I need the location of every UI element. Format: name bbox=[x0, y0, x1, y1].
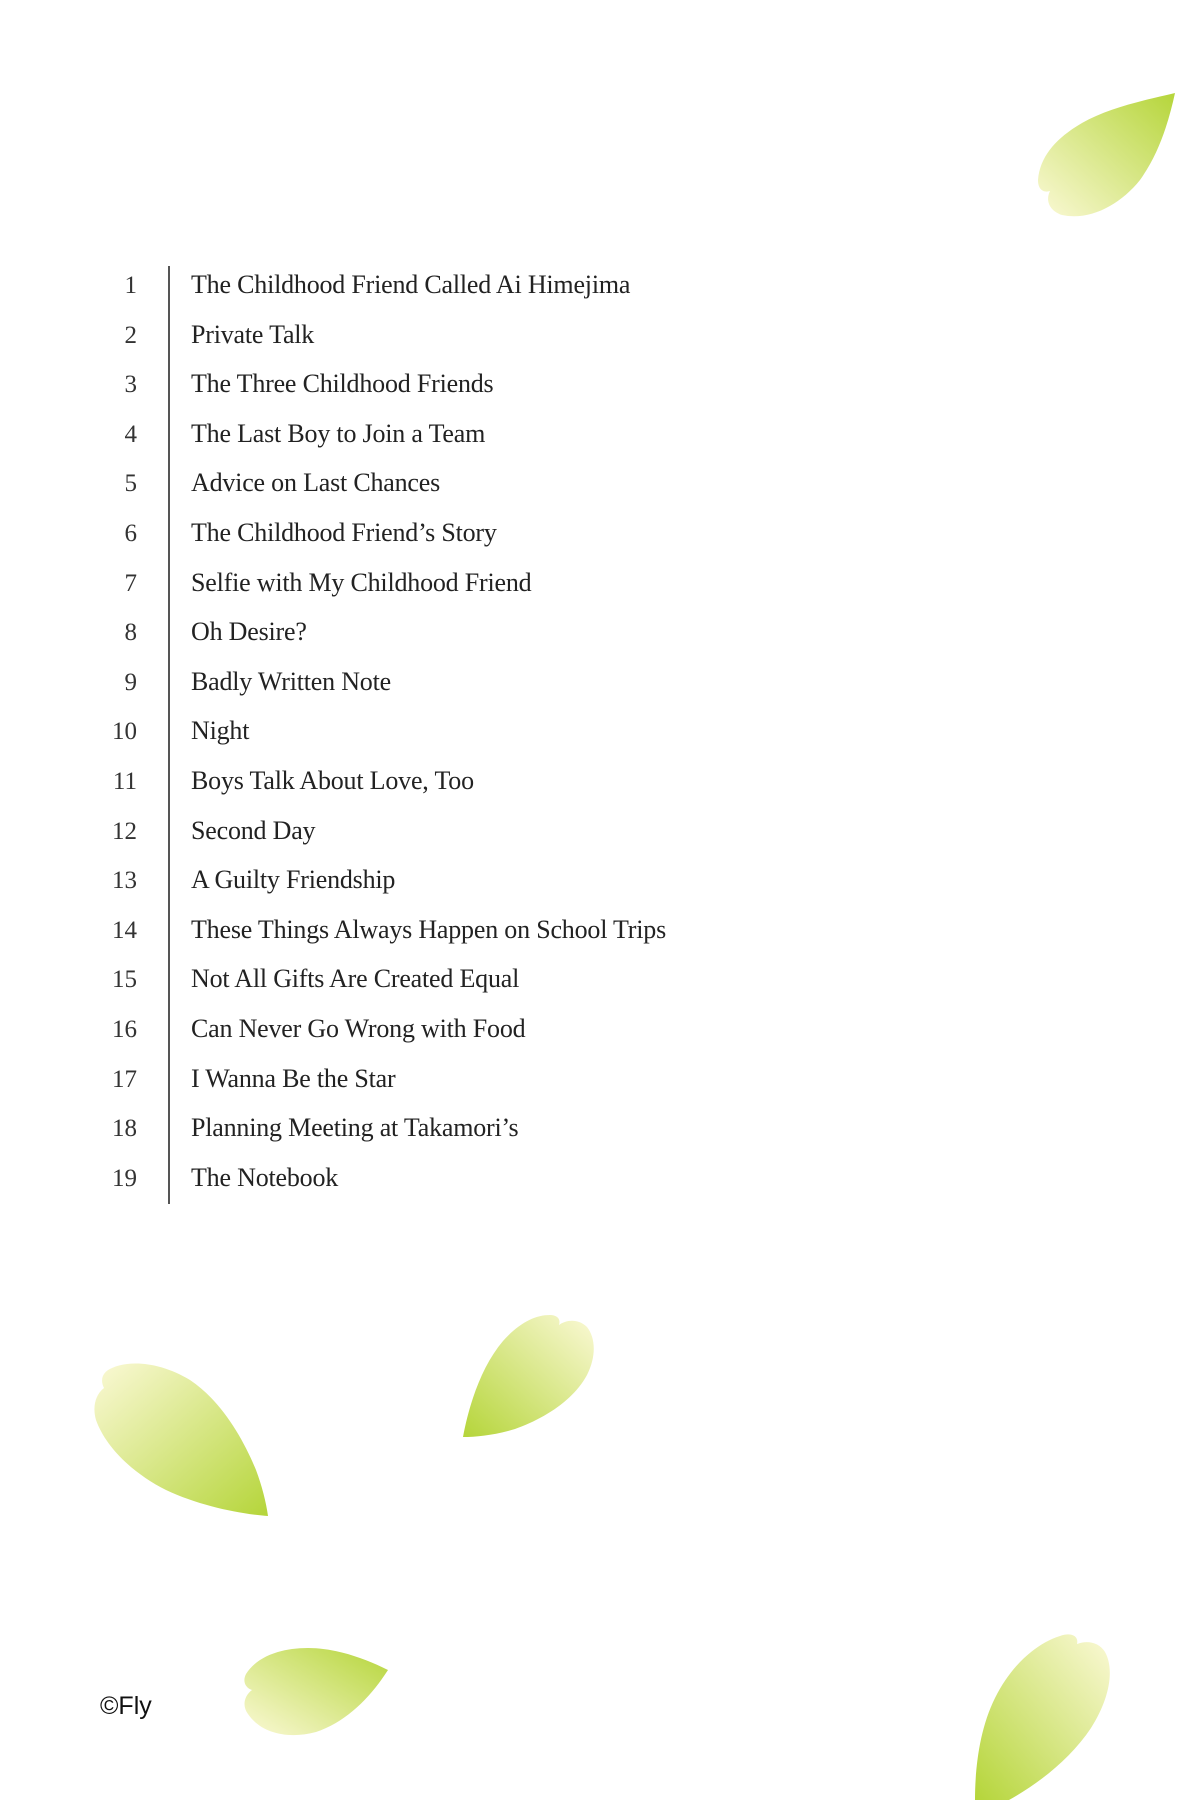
toc-entry[interactable] bbox=[95, 806, 795, 856]
toc-entry[interactable] bbox=[95, 558, 795, 608]
chapter-title[interactable]: The Last Boy to Join a Team bbox=[191, 418, 486, 448]
toc-entry[interactable] bbox=[95, 855, 795, 905]
chapter-title[interactable]: Boys Talk About Love, Too bbox=[191, 765, 474, 795]
toc-entry[interactable] bbox=[95, 756, 795, 806]
chapter-title[interactable]: Can Never Go Wrong with Food bbox=[191, 1013, 526, 1043]
toc-entry[interactable] bbox=[95, 954, 795, 1004]
toc-entry[interactable] bbox=[95, 905, 795, 955]
chapter-number: 18 bbox=[112, 1115, 137, 1143]
chapter-number: 5 bbox=[124, 470, 137, 498]
petal-icon bbox=[965, 1630, 1125, 1800]
toc-entry[interactable] bbox=[95, 706, 795, 756]
chapter-number: 3 bbox=[124, 371, 137, 399]
toc-entry[interactable] bbox=[95, 508, 795, 558]
chapter-title[interactable]: Not All Gifts Are Created Equal bbox=[191, 964, 520, 994]
credit-text: ©Fly bbox=[100, 1692, 152, 1720]
chapter-number: 13 bbox=[112, 867, 137, 895]
chapter-number: 1 bbox=[124, 272, 137, 299]
chapter-title[interactable]: Oh Desire? bbox=[191, 617, 307, 647]
chapter-title[interactable]: Second Day bbox=[191, 815, 316, 845]
toc-entry[interactable] bbox=[95, 359, 795, 409]
petal-icon bbox=[455, 1305, 605, 1440]
toc-list bbox=[95, 260, 795, 1202]
chapter-title[interactable]: Badly Written Note bbox=[191, 666, 391, 696]
chapter-title[interactable]: The Three Childhood Friends bbox=[191, 369, 494, 399]
chapter-number: 19 bbox=[112, 1164, 137, 1192]
petal-icon bbox=[90, 1350, 275, 1520]
chapter-title[interactable]: The Childhood Friend’s Story bbox=[191, 517, 497, 547]
chapter-number: 2 bbox=[124, 321, 137, 349]
chapter-title[interactable]: These Things Always Happen on School Trips bbox=[191, 914, 667, 944]
chapter-title[interactable]: Selfie with My Childhood Friend bbox=[191, 567, 532, 597]
chapter-number: 6 bbox=[124, 519, 137, 547]
chapter-title[interactable]: Advice on Last Chances bbox=[191, 468, 441, 498]
chapter-title[interactable]: The Notebook bbox=[191, 1162, 339, 1192]
petal-icon bbox=[1030, 85, 1180, 225]
toc-entry[interactable] bbox=[95, 1103, 795, 1153]
toc-entry[interactable] bbox=[95, 409, 795, 459]
petal-icon bbox=[228, 1640, 393, 1750]
toc-entry[interactable] bbox=[95, 458, 795, 508]
toc-divider-line bbox=[168, 266, 170, 1204]
toc-entry[interactable] bbox=[95, 657, 795, 707]
chapter-number: 17 bbox=[112, 1065, 137, 1093]
table-of-contents bbox=[95, 260, 795, 1202]
chapter-title[interactable]: Night bbox=[191, 716, 250, 746]
chapter-number: 7 bbox=[124, 569, 137, 597]
toc-entry[interactable] bbox=[95, 607, 795, 657]
toc-entry[interactable] bbox=[95, 1153, 795, 1203]
chapter-title[interactable]: Private Talk bbox=[191, 319, 315, 349]
chapter-number: 14 bbox=[112, 916, 137, 944]
chapter-number: 11 bbox=[112, 767, 137, 795]
chapter-number: 4 bbox=[124, 420, 137, 448]
chapter-number: 12 bbox=[112, 817, 137, 845]
chapter-number: 8 bbox=[124, 619, 137, 647]
chapter-title[interactable]: Planning Meeting at Takamori’s bbox=[191, 1113, 519, 1143]
toc-entry[interactable] bbox=[95, 260, 795, 310]
toc-entry[interactable] bbox=[95, 1004, 795, 1054]
chapter-number: 10 bbox=[112, 718, 137, 746]
chapter-number: 15 bbox=[112, 966, 137, 994]
toc-entry[interactable] bbox=[95, 1054, 795, 1104]
toc-entry[interactable] bbox=[95, 310, 795, 360]
chapter-title[interactable]: A Guilty Friendship bbox=[191, 865, 396, 895]
chapter-title[interactable]: The Childhood Friend Called Ai Himejima bbox=[191, 270, 631, 299]
chapter-title[interactable]: I Wanna Be the Star bbox=[191, 1063, 396, 1093]
chapter-number: 9 bbox=[124, 668, 137, 696]
chapter-number: 16 bbox=[112, 1015, 137, 1043]
